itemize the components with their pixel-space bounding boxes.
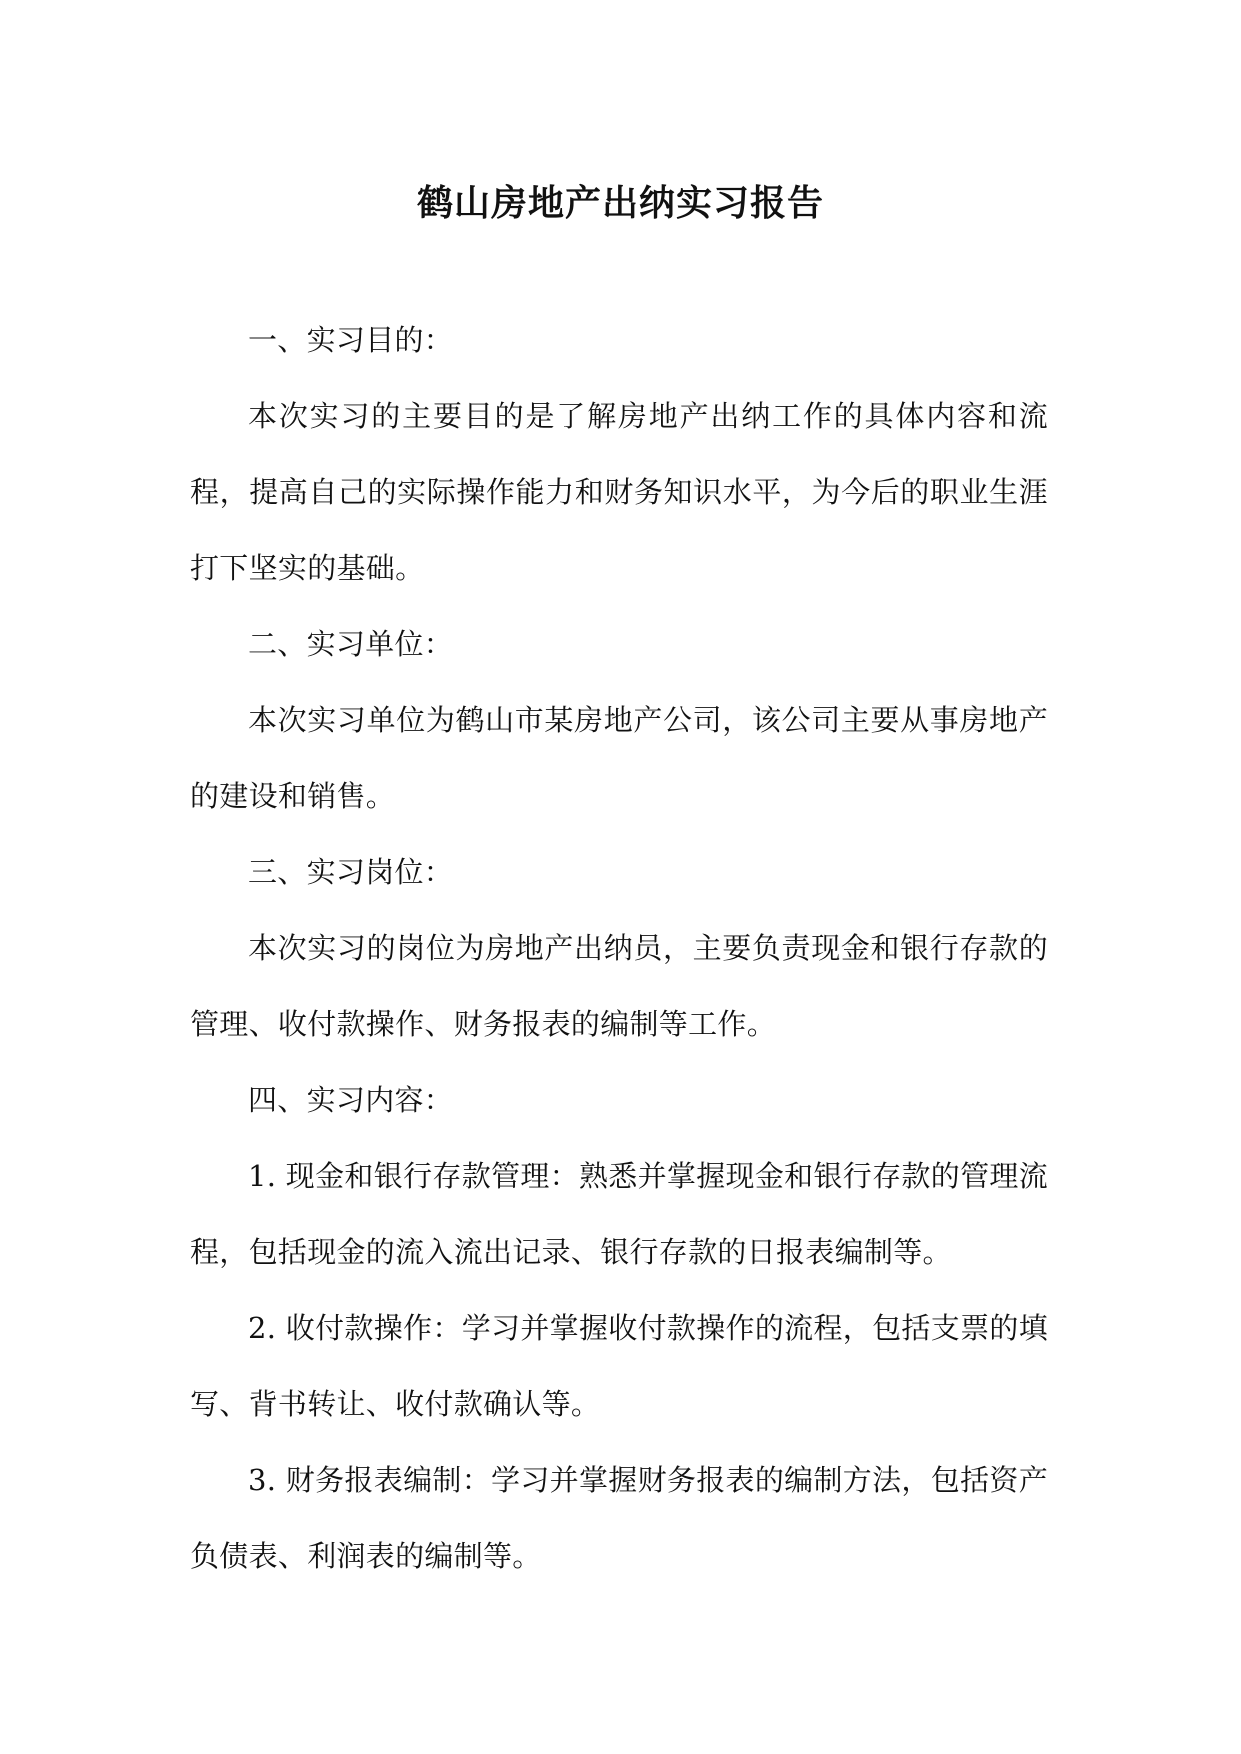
paragraph-purpose: 本次实习的主要目的是了解房地产出纳工作的具体内容和流程，提高自己的实际操作能力和财务知识水平，为今后的职业生涯打下坚实的基础。 [190, 399, 1048, 585]
section-heading-position: 三、实习岗位： [248, 855, 454, 889]
list-item-cash-management: 1. 现金和银行存款管理：熟悉并掌握现金和银行存款的管理流程，包括现金的流入流出记录、银行存款的日报表编制等。 [190, 1159, 1048, 1269]
list-item-payments: 2. 收付款操作：学习并掌握收付款操作的流程，包括支票的填写、背书转让、收付款确认等。 [190, 1311, 1048, 1421]
section-heading-unit: 二、实习单位： [248, 627, 454, 661]
section-heading-purpose: 一、实习目的： [248, 323, 454, 357]
section-heading-content: 四、实习内容： [248, 1083, 454, 1117]
document-body [190, 302, 1048, 1594]
document-title: 鹤山房地产出纳实习报告 [416, 182, 824, 224]
list-item-financial-statements: 3. 财务报表编制：学习并掌握财务报表的编制方法，包括资产负债表、利润表的编制等。 [190, 1463, 1048, 1573]
paragraph-unit: 本次实习单位为鹤山市某房地产公司，该公司主要从事房地产的建设和销售。 [190, 703, 1048, 813]
paragraph-position: 本次实习的岗位为房地产出纳员，主要负责现金和银行存款的管理、收付款操作、财务报表的编制等工作。 [190, 931, 1048, 1041]
